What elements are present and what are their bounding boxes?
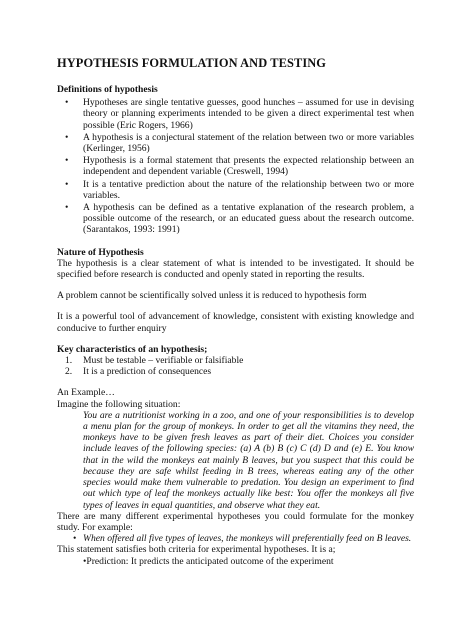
nature-paragraph-3: It is a powerful tool of advancement of knowledge, consistent with existing knowledge and conducive to further enquiry	[57, 311, 414, 334]
bullet-icon: •	[65, 155, 69, 167]
criteria-statement: This statement satisfies both criteria for experimental hypotheses. It is a;	[57, 544, 336, 556]
list-item: • A hypothesis can be defined as a tentative explanation of the research problem, a possible outcome of the research, or an educated guess about the research outcome. (Sarantakos, 1993: 1991)	[65, 202, 414, 236]
list-item: 2. It is a prediction of consequences	[65, 366, 212, 378]
list-item: • It is a tentative prediction about the nature of the relationship between two or more variables.	[65, 178, 414, 201]
list-item: 1. Must be testable – verifiable or falsifiable	[65, 355, 244, 367]
key-characteristics-heading: Key characteristics of an hypothesis;	[57, 343, 208, 355]
example-intro: An Example…	[57, 387, 115, 399]
bullet-icon: •	[65, 97, 69, 109]
bullet-icon: •	[73, 533, 77, 545]
example-scenario: You are a nutritionist working in a zoo, and one of your responsibilities is to develop a menu plan for the group of monkeys. In order to get all the vitamins they need, the monkeys have to be given fresh leaves as part of their diet. Choices you consider include leaves of the following species: (a) A (b) B (c) C (d) D and (e) E. You know that in the wild the monkeys eat mainly B leaves, but you suspect that this could be because they are safe whilst feeding in B trees, whereas eating any of the other species would make them vulnerable to predation. You design an experiment to find out which type of leaf the monkeys actually like best: You offer the monkeys all five types of leaves in equal quantities, and observe what they eat.	[83, 409, 414, 511]
nature-paragraph-2: A problem cannot be scientifically solved unless it is reduced to hypothesis form	[57, 290, 367, 302]
key-characteristics-list	[57, 355, 414, 377]
hypothesis-example: • When offered all five types of leaves, the monkeys will preferentially feed on B leaves.	[73, 533, 412, 545]
list-item: • Hypotheses are single tentative guesses, good hunches – assumed for use in devising theory or planning experiments intended to be given a direct experimental test when possible (Eric Rogers, 1966)	[65, 97, 414, 131]
definitions-list	[57, 97, 414, 235]
nature-heading: Nature of Hypothesis	[57, 246, 144, 258]
bullet-icon: •	[65, 202, 69, 214]
example-after: There are many different experimental hypotheses you could formulate for the monkey study. For example:	[57, 510, 414, 533]
list-item: • A hypothesis is a conjectural statement of the relation between two or more variables (Kerlinger, 1956)	[65, 131, 414, 155]
definitions-heading: Definitions of hypothesis	[57, 84, 158, 95]
list-item: • Hypothesis is a formal statement that presents the expected relationship between an independent and dependent variable (Creswell, 1994)	[65, 155, 414, 178]
bullet-icon: •	[65, 178, 69, 190]
page-title: HYPOTHESIS FORMULATION AND TESTING	[57, 56, 327, 70]
prediction-item: •Prediction: It predicts the anticipated outcome of the experiment	[83, 555, 334, 567]
bullet-icon: •	[65, 131, 69, 143]
example-situation: Imagine the following situation:	[57, 398, 181, 410]
nature-paragraph-1: The hypothesis is a clear statement of what is intended to be investigated. It should be specified before research is conducted and openly stated in reporting the results.	[57, 257, 414, 281]
